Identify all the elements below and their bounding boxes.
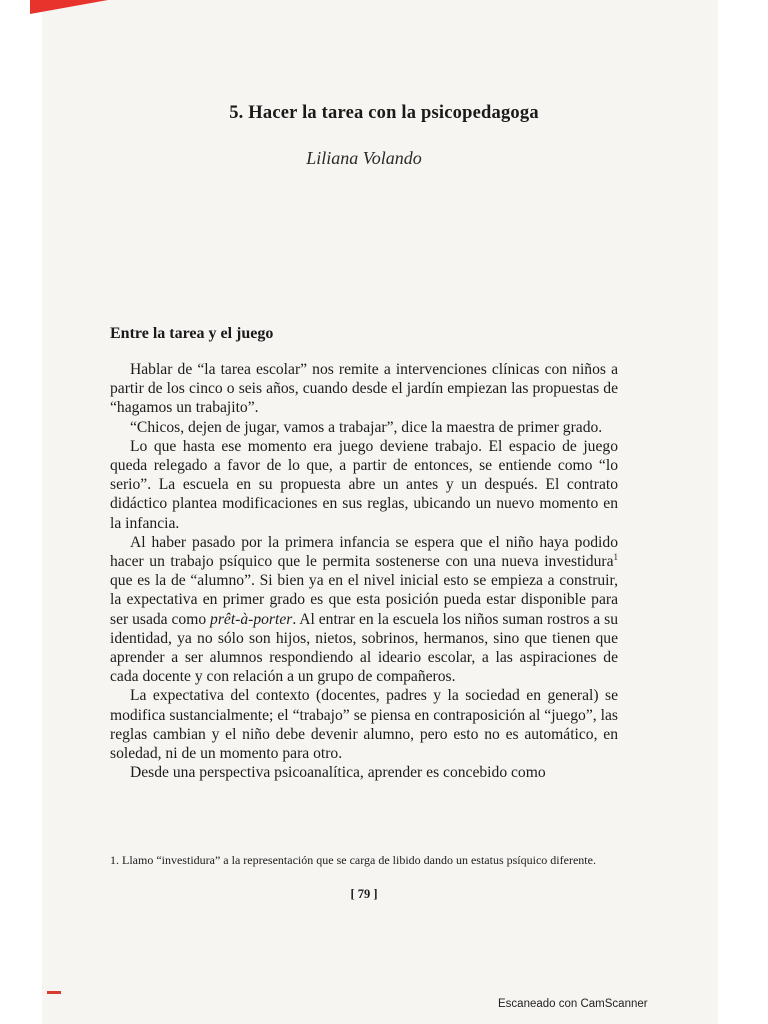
italic-term: prêt-à-porter	[210, 610, 293, 628]
page-number: [ 79 ]	[350, 887, 378, 901]
paragraph: Lo que hasta ese momento era juego deviene trabajo. El espacio de juego queda relegado a favor de lo que, a partir de entonces, se entiende como “lo serio”. La escuela en su propuesta abre un antes y un después. El contrato didáctico plantea modificaciones en sus reglas, ubicando un nuevo momento en la infancia.	[110, 437, 618, 532]
paragraph: “Chicos, dejen de jugar, vamos a trabajar”, dice la maestra de primer grado.	[130, 418, 603, 436]
paragraph	[110, 533, 618, 687]
paragraph-text: Al haber pasado por la primera infancia se espera que el niño haya podido hacer un trabajo psíquico que le permita sostenerse con una nueva investidura	[110, 533, 618, 571]
paragraph: La expectativa del contexto (docentes, padres y la sociedad en general) se modifica sustancialmente; el “trabajo” se piensa en contraposición al “juego”, las reglas cambian y el niño debe devenir alumno, pero esto no es automático, en soledad, ni de un momento para otro.	[110, 687, 618, 763]
red-edge-mark	[47, 991, 61, 994]
footnote: 1. Llamo “investidura” a la representación que se carga de libido dando un estatus psíquico diferente.	[110, 853, 596, 867]
paragraph-text: . Al entrar en la escuela los niños suman rostros a su identidad, ya no sólo son hijos, nietos, sobrinos, hermanos, sino que tienen que aprender a ser alumnos respondiendo al ideario escolar, a las aspiraciones de cada docente y con relación a un grupo de compañeros.	[110, 610, 618, 686]
paragraph: Desde una perspectiva psicoanalítica, aprender es concebido como	[130, 764, 546, 782]
chapter-title: 5. Hacer la tarea con la psicopedagoga	[229, 103, 539, 123]
section-heading: Entre la tarea y el juego	[110, 325, 274, 342]
paragraph-text: que es la de “alumno”. Si bien ya en el nivel inicial esto se empieza a construir, la expectativa en primer grado es que esta posición pueda estar disponible para ser usada como	[110, 572, 618, 628]
body-text	[110, 360, 618, 782]
paragraph: Hablar de “la tarea escolar” nos remite a intervenciones clínicas con niños a partir de los cinco o seis años, cuando desde el jardín empiezan las propuestas de “hagamos un trabajito”.	[110, 361, 618, 417]
footnote-reference: 1	[613, 551, 618, 562]
chapter-author: Liliana Volando	[306, 148, 422, 168]
scanner-watermark: Escaneado con CamScanner	[498, 998, 648, 1010]
